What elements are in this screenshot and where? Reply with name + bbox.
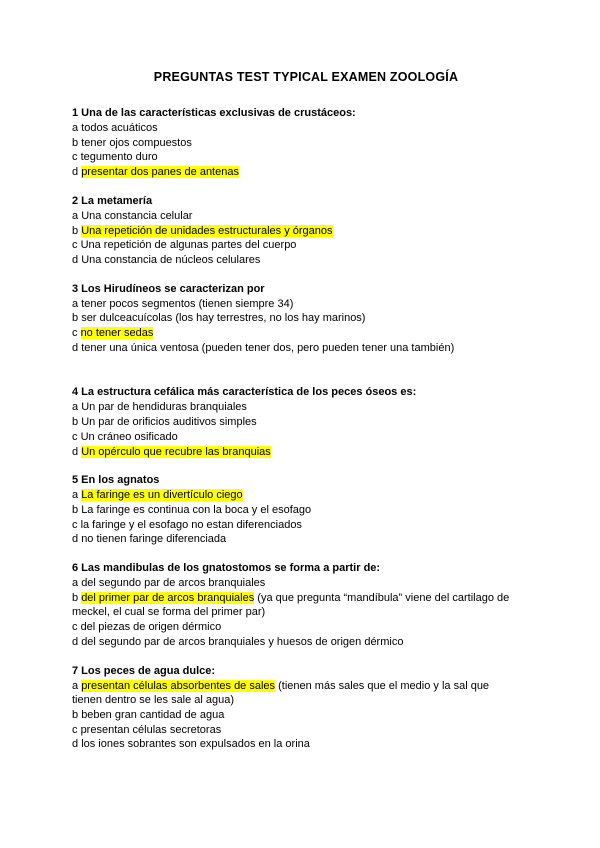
option-a-correct — [72, 488, 580, 503]
option-letter: c — [72, 518, 78, 531]
option-text: del piezas de origen dérmico — [80, 621, 222, 634]
option-text: Un par de orificios auditivos simples — [81, 416, 257, 429]
highlighted-answer: Un opérculo que recubre las branquias — [81, 445, 271, 458]
option-c — [72, 620, 580, 635]
option-letter: d — [72, 166, 79, 179]
option-d — [72, 737, 580, 752]
option-letter: a — [72, 122, 79, 134]
option-c — [72, 518, 580, 533]
highlighted-answer: presentan células absorbentes de sales — [81, 679, 276, 692]
question-6 — [72, 561, 580, 650]
option-letter: d — [72, 533, 79, 546]
option-b-correct — [72, 224, 580, 239]
document-title: PREGUNTAS TEST TYPICAL EXAMEN ZOOLOGÍA — [153, 70, 459, 84]
option-c — [72, 238, 580, 253]
option-c — [72, 723, 580, 738]
option-d — [72, 341, 580, 356]
option-text: tener una única ventosa (pueden tener dos, pero pueden tener una también) — [81, 341, 455, 354]
question-5 — [72, 473, 580, 547]
option-letter: a — [72, 577, 79, 590]
option-d-correct — [72, 445, 580, 460]
option-a — [72, 121, 580, 136]
question-2 — [72, 194, 580, 268]
option-letter: d — [72, 341, 79, 354]
question-4 — [72, 385, 580, 459]
option-text: tener ojos compuestos — [81, 136, 192, 149]
option-text: Un par de hendiduras branquiales — [81, 401, 247, 414]
option-text: Una constancia de núcleos celulares — [81, 253, 261, 266]
option-d-correct — [72, 165, 580, 180]
option-c — [72, 150, 580, 165]
option-d — [72, 253, 580, 268]
option-letter: b — [72, 136, 79, 149]
option-d — [72, 635, 580, 650]
option-letter: a — [72, 489, 79, 502]
option-text: Una repetición de algunas partes del cuerpo — [80, 239, 297, 252]
question-heading: 4 La estructura cefálica más característica de los peces óseos es: — [72, 386, 417, 399]
highlighted-answer: La faringe es un divertículo ciego — [81, 489, 243, 502]
option-letter: b — [72, 708, 79, 721]
option-b-correct — [72, 591, 512, 620]
highlighted-answer: no tener sedas — [80, 327, 154, 340]
option-a — [72, 209, 580, 224]
option-c-correct — [72, 326, 580, 341]
option-text: La faringe es continua con la boca y el esofago — [81, 503, 312, 516]
option-text: Una constancia celular — [81, 209, 193, 222]
option-letter: c — [72, 239, 78, 252]
option-text: Un cráneo osificado — [80, 430, 178, 443]
option-letter: d — [72, 253, 79, 266]
option-c — [72, 430, 580, 445]
option-b — [72, 415, 580, 430]
option-text: todos acuáticos — [81, 122, 158, 134]
option-b — [72, 311, 580, 326]
question-heading: 2 La metamería — [72, 194, 153, 207]
option-note: (ya que pregunta “mandíbula” viene del cartilago de meckel, el cual se forma del primer par) — [72, 591, 510, 619]
option-letter: d — [72, 635, 79, 648]
option-letter: a — [72, 209, 79, 222]
option-b — [72, 708, 580, 723]
option-letter: a — [72, 679, 79, 692]
option-text: presentan células secretoras — [80, 723, 222, 736]
highlighted-answer: presentar dos panes de antenas — [81, 166, 239, 179]
option-letter: c — [72, 621, 78, 634]
question-3 — [72, 282, 580, 356]
option-text: del segundo par de arcos branquiales y huesos de origen dérmico — [81, 635, 404, 648]
option-text: ser dulceacuícolas (los hay terrestres, no los hay marinos) — [81, 312, 366, 325]
question-heading: 7 Los peces de agua dulce: — [72, 664, 216, 677]
question-heading: 1 Una de las características exclusivas de crustáceos: — [72, 107, 356, 119]
option-text: la faringe y el esofago no estan diferenciados — [80, 518, 302, 531]
option-letter: d — [72, 445, 79, 458]
question-heading: 5 En los agnatos — [72, 474, 160, 487]
question-1 — [72, 106, 580, 180]
option-letter: b — [72, 503, 79, 516]
option-a — [72, 400, 580, 415]
option-b — [72, 136, 580, 151]
option-letter: b — [72, 416, 79, 429]
option-letter: c — [72, 430, 78, 443]
option-letter: c — [72, 151, 78, 164]
option-letter: b — [72, 312, 79, 325]
option-letter: b — [72, 224, 79, 237]
option-letter: c — [72, 327, 78, 340]
option-letter: a — [72, 401, 79, 414]
option-letter: b — [72, 591, 79, 604]
option-note: (tienen más sales que el medio y la sal que tienen dentro se les sale al agua) — [72, 679, 490, 707]
option-text: tener pocos segmentos (tienen siempre 34) — [81, 297, 294, 310]
option-text: del segundo par de arcos branquiales — [81, 577, 266, 590]
option-text: no tienen faringe diferenciada — [81, 533, 227, 546]
option-letter: c — [72, 723, 78, 736]
option-d — [72, 532, 580, 547]
option-text: beben gran cantidad de agua — [81, 708, 225, 721]
option-text: los iones sobrantes son expulsados en la orina — [81, 738, 310, 751]
option-a-correct — [72, 679, 512, 708]
question-heading: 6 Las mandibulas de los gnatostomos se forma a partir de: — [72, 562, 381, 575]
highlighted-answer: del primer par de arcos branquiales — [81, 591, 255, 604]
question-heading: 3 Los Hirudíneos se caracterizan por — [72, 282, 265, 295]
option-a — [72, 297, 580, 312]
highlighted-answer: Una repetición de unidades estructurales y órganos — [81, 224, 333, 237]
question-7 — [72, 664, 580, 753]
option-letter: d — [72, 738, 79, 751]
option-letter: a — [72, 297, 79, 310]
option-text: tegumento duro — [80, 151, 158, 164]
option-b — [72, 503, 580, 518]
option-a — [72, 576, 580, 591]
